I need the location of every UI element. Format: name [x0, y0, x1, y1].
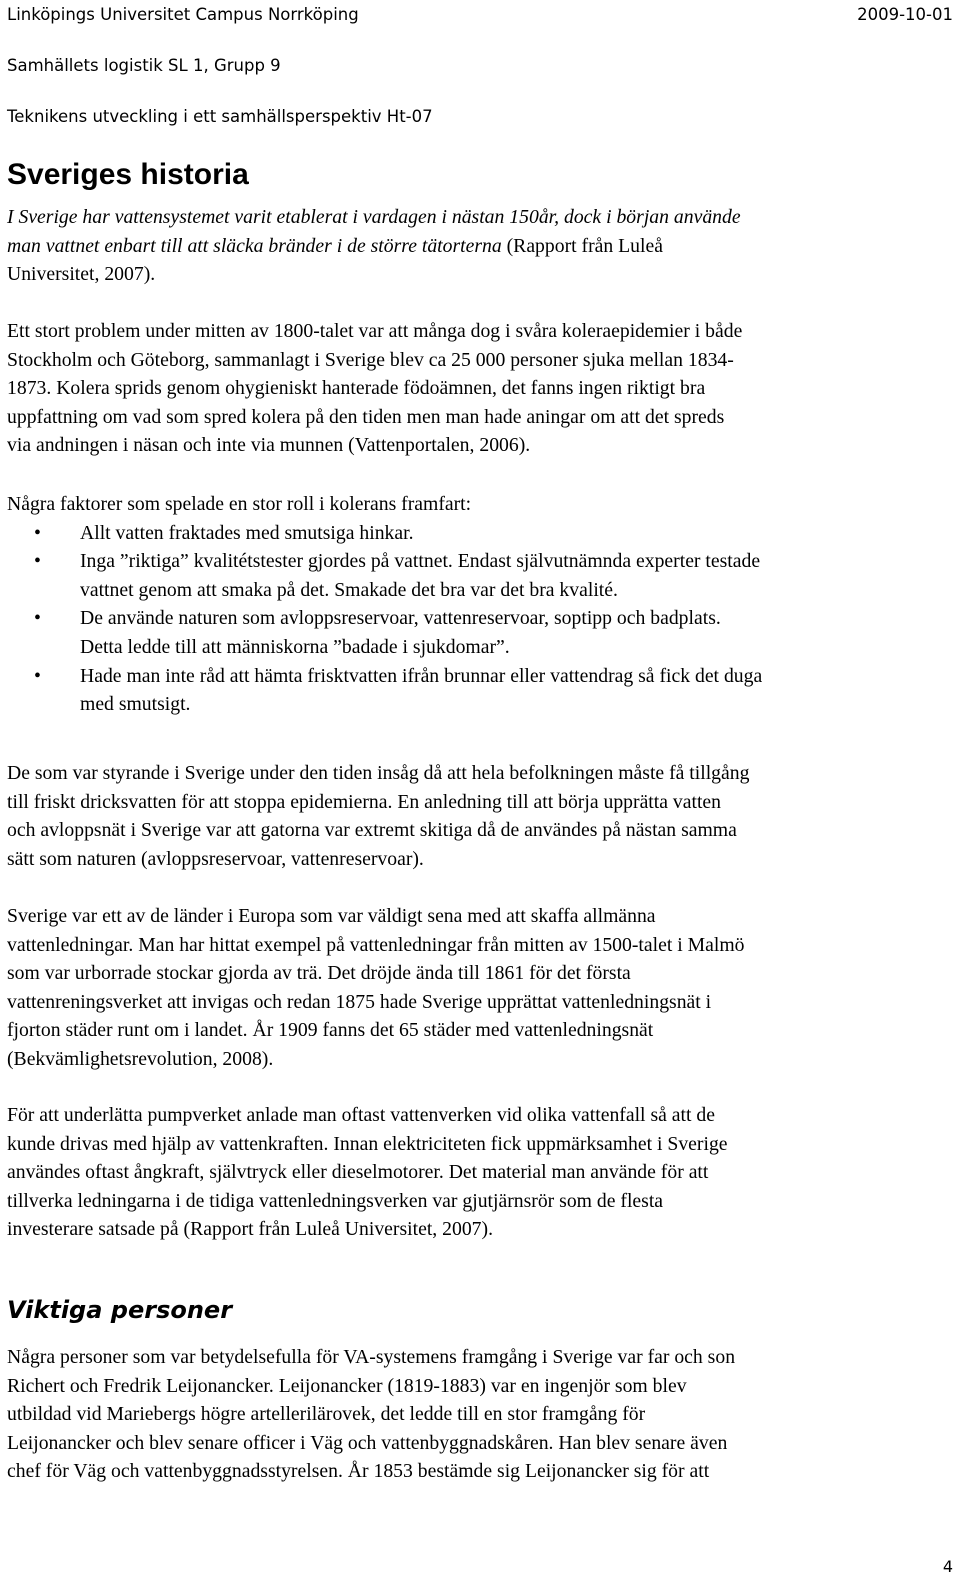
paragraph-line: och avloppsnät i Sverige var att gatorna var extremt skitiga då de användes på nästan samma	[7, 819, 737, 842]
header-date: 2009-10-01	[857, 5, 953, 24]
paragraph-pumpworks	[7, 1101, 953, 1244]
paragraph-line: vattenreningsverket att invigas och redan 1875 hade Sverige upprättat vattenledningsnät i	[7, 990, 712, 1013]
intro-emphasis: man vattnet enbart till att släcka bränder i de större tätorterna	[7, 234, 502, 257]
bullet-icon: •	[34, 664, 41, 687]
paragraph-line: som var urborrade stockar gjorda av trä. Det dröjde ända till 1861 för det första	[7, 962, 631, 985]
bullet-icon: •	[34, 607, 41, 630]
paragraph-line: användes oftast ångkraft, självtryck eller dieselmotorer. Det material man använde för att	[7, 1161, 709, 1184]
section-title-sveriges-historia: Sveriges historia	[7, 158, 249, 191]
factors-intro: Några faktorer som spelade en stor roll i kolerans framfart:	[7, 493, 472, 515]
intro-paragraph	[7, 203, 953, 289]
paragraph-line: kunde drivas med hjälp av vattenkraften. Innan elektriciteten fick uppmärksamhet i Sverige	[7, 1132, 728, 1155]
paragraph-cholera	[7, 317, 953, 460]
list-item-line: Allt vatten fraktades med smutsiga hinkar.	[80, 521, 414, 544]
paragraph-line: (Bekvämlighetsrevolution, 2008).	[7, 1047, 274, 1070]
paragraph-line	[7, 232, 953, 261]
paragraph-drinking-water	[7, 759, 953, 873]
paragraph-line: De som var styrande i Sverige under den tiden insåg då att hela befolkningen måste få tillgång	[7, 762, 750, 784]
paragraph-line: vattenledningar. Man har hittat exempel på vattenledningar från mitten av 1500-talet i Malmö	[7, 933, 745, 956]
paragraph-line: chef för Väg och vattenbyggnadsstyrelsen. År 1853 bestämde sig Leijonancker sig för att	[7, 1460, 710, 1483]
list-item	[7, 547, 953, 604]
factors-list	[7, 519, 953, 719]
list-item	[7, 604, 953, 661]
list-item	[7, 662, 953, 719]
paragraph-line: Ett stort problem under mitten av 1800-talet var att många dog i svåra koleraepidemier i både	[7, 320, 743, 342]
list-item-line: vattnet genom att smaka på det. Smakade det bra var det bra kvalité.	[80, 578, 618, 601]
list-item-line: De använde naturen som avloppsreservoar, vattenreservoar, soptipp och badplats.	[80, 607, 721, 630]
paragraph-line: tillverka ledningarna i de tidiga vattenledningsverken var gjutjärnsrör som de flesta	[7, 1189, 664, 1212]
paragraph-water-pipes	[7, 902, 953, 1074]
page-number: 4	[942, 1557, 953, 1576]
paragraph-line: I Sverige har vattensystemet varit etablerat i vardagen i nästan 150år, dock i början använde	[7, 206, 741, 228]
bullet-icon: •	[34, 550, 41, 573]
factors-section	[7, 490, 953, 719]
paragraph-line: Leijonancker och blev senare officer i Väg och vattenbyggnadskåren. Han blev senare även	[7, 1431, 728, 1454]
header-group: Samhällets logistik SL 1, Grupp 9	[7, 56, 281, 75]
list-item	[7, 519, 953, 548]
list-item-line: Hade man inte råd att hämta frisktvatten ifrån brunnar eller vattendrag så fick det duga	[80, 664, 763, 687]
paragraph-line: Stockholm och Göteborg, sammanlagt i Sverige blev ca 25 000 personer sjuka mellan 1834-	[7, 348, 734, 371]
paragraph-line: sätt som naturen (avloppsreservoar, vattenreservoar).	[7, 847, 424, 870]
paragraph-line: till friskt dricksvatten för att stoppa epidemierna. En anledning till att börja upprätta vatten	[7, 790, 722, 813]
paragraph-line: utbildad vid Mariebergs högre artellerilärovek, det ledde till en stor framgång för	[7, 1403, 646, 1426]
paragraph-line: Richert och Fredrik Leijonancker. Leijonancker (1819-1883) var en ingenjör som blev	[7, 1374, 687, 1397]
header-institution: Linköpings Universitet Campus Norrköping	[7, 5, 359, 24]
paragraph-line: via andningen i näsan och inte via munnen (Vattenportalen, 2006).	[7, 434, 531, 457]
list-item-line: Inga ”riktiga” kvalitétstester gjordes på vattnet. Endast självutnämnda experter testade	[80, 550, 761, 573]
section-title-viktiga-personer: Viktiga personer	[7, 1296, 233, 1324]
bullet-icon: •	[34, 521, 41, 544]
paragraph-line: fjorton städer runt om i landet. År 1909 fanns det 65 städer med vattenledningsnät	[7, 1019, 654, 1042]
paragraph-line: investerare satsade på (Rapport från Luleå Universitet, 2007).	[7, 1218, 493, 1241]
paragraph-line: Universitet, 2007).	[7, 263, 156, 286]
page-header	[7, 5, 953, 25]
paragraph-line: För att underlätta pumpverket anlade man oftast vattenverken vid olika vattenfall så att de	[7, 1104, 715, 1126]
paragraph-line: Sverige var ett av de länder i Europa som var väldigt sena med att skaffa allmänna	[7, 905, 656, 927]
paragraph-line: Några personer som var betydelsefulla för VA-systemens framgång i Sverige var far och son	[7, 1346, 736, 1368]
paragraph-line: 1873. Kolera sprids genom ohygieniskt hanterade födoämnen, det fanns ingen riktigt bra	[7, 377, 706, 400]
header-course: Teknikens utveckling i ett samhällsperspektiv Ht-07	[7, 107, 433, 126]
paragraph-line: uppfattning om vad som spred kolera på den tiden men man hade aningar om att det spreds	[7, 405, 725, 428]
list-item-line: med smutsigt.	[80, 693, 191, 716]
paragraph-leijonancker	[7, 1343, 953, 1486]
list-item-line: Detta ledde till att människorna ”badade i sjukdomar”.	[80, 635, 510, 658]
intro-citation: (Rapport från Luleå	[501, 234, 663, 257]
